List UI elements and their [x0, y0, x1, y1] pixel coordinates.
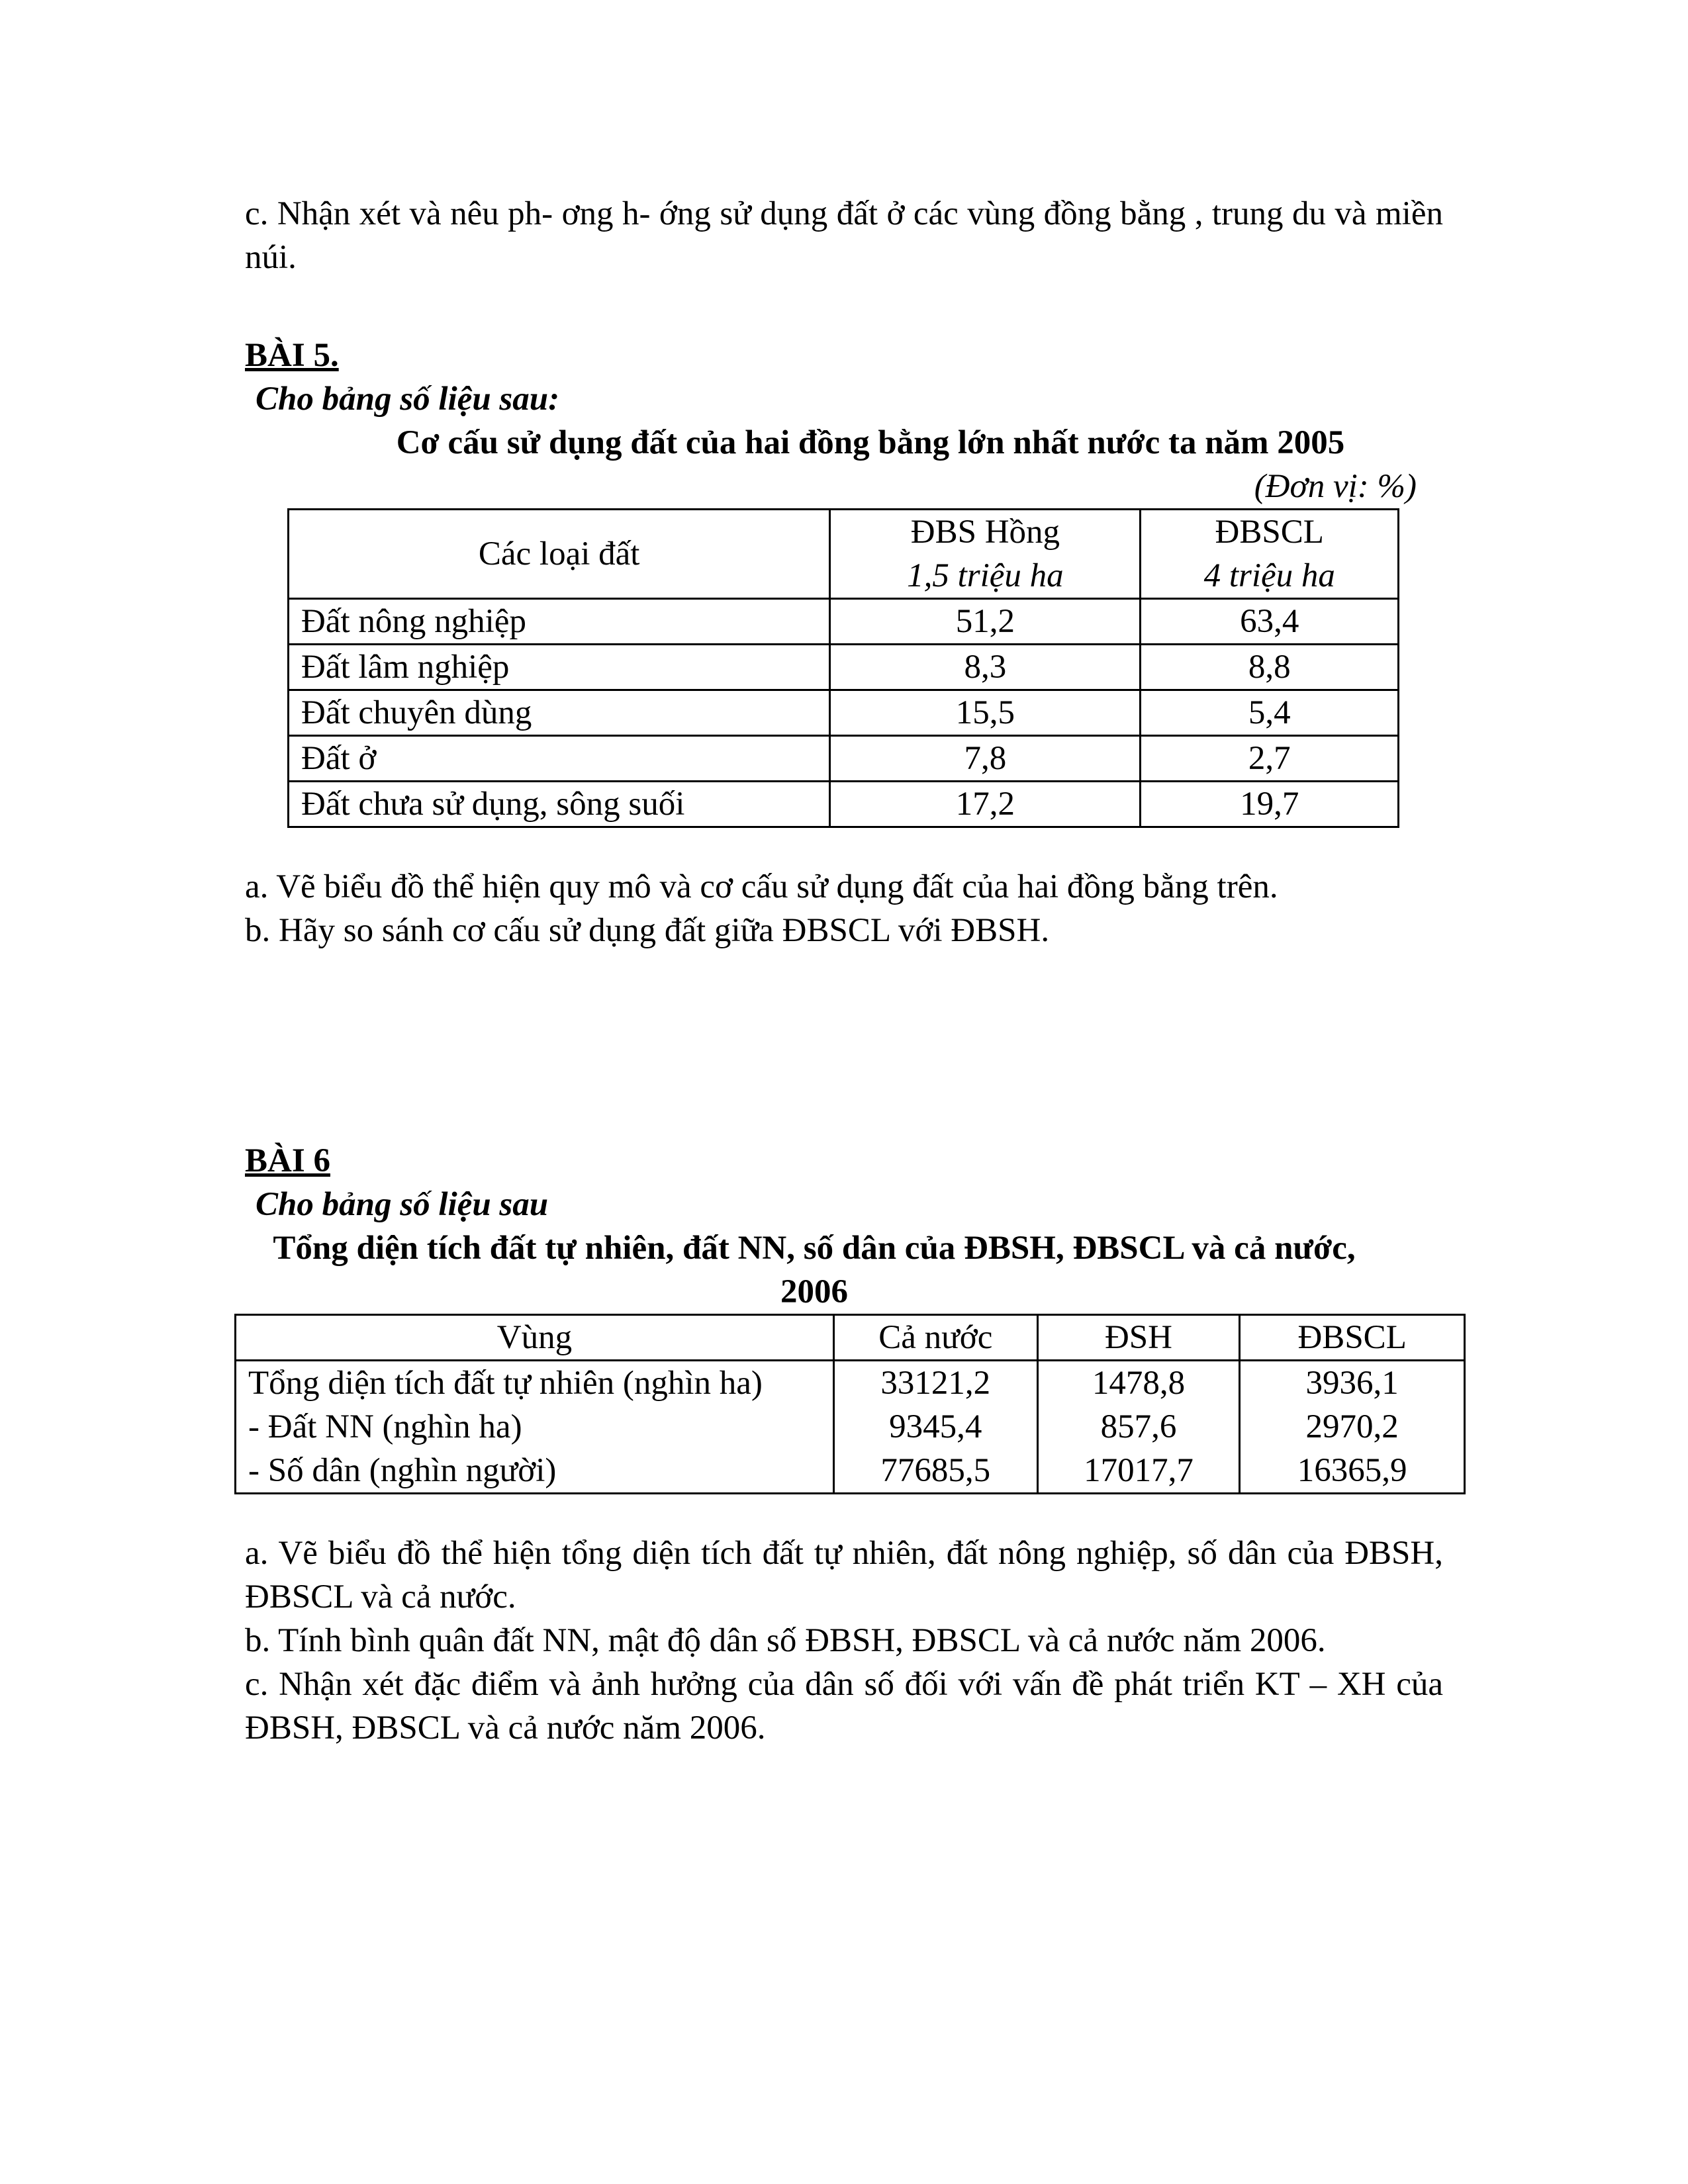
value-cell: 5,4 [1141, 690, 1399, 736]
value-cell: 63,4 [1141, 599, 1399, 645]
table-header-row [236, 1315, 1465, 1361]
header-cell: ĐBS Hồng 1,5 triệu ha [830, 510, 1141, 599]
table-row [289, 690, 1399, 736]
bai5-table [287, 508, 1399, 828]
bai5-question-a: a. Vẽ biểu đồ thể hiện quy mô và cơ cấu sử dụng đất của hai đồng bằng trên. [245, 868, 1278, 905]
bai5-unit: (Đơn vị: %) [1254, 468, 1417, 505]
value-cell: 9345,4 [889, 1408, 982, 1445]
bai5-title: Cơ cấu sử dụng đất của hai đồng bằng lớn nhất nước ta năm 2005 [396, 424, 1345, 461]
table-row [289, 599, 1399, 645]
header-cell: ĐSH [1037, 1315, 1240, 1361]
bai6-question-a: a. Vẽ biểu đồ thể hiện tổng diện tích đất tự nhiên, đất nông nghiệp, số dân của ĐBSH, ĐBSCL và cả nước. [245, 1535, 1443, 1615]
label-population: - Số dân (nghìn người) [248, 1452, 557, 1489]
value-cell: 16365,9 [1297, 1452, 1407, 1489]
value-cell: 2970,2 [1305, 1408, 1399, 1445]
bai6-table [234, 1314, 1466, 1494]
label-agri-land: - Đất NN (nghìn ha) [248, 1408, 522, 1445]
table-row [289, 645, 1399, 690]
table-header-row [289, 510, 1399, 599]
value-cell: 77685,5 [880, 1452, 991, 1489]
value-cell: 2,7 [1141, 736, 1399, 782]
row-label: Đất ở [289, 736, 830, 782]
bai6-heading: BÀI 6 [245, 1142, 330, 1179]
bai5-intro: Cho bảng số liệu sau: [256, 381, 560, 418]
bai5-heading: BÀI 5. [245, 337, 339, 374]
value-cell: 3936,1 [1305, 1365, 1399, 1402]
header-cell: ĐBSCL 4 triệu ha [1141, 510, 1399, 599]
header-cell: Các loại đất [289, 510, 830, 599]
value-cell: 17,2 [830, 782, 1141, 827]
table-row [289, 736, 1399, 782]
dbscl-values [1240, 1361, 1465, 1494]
canuoc-values [833, 1361, 1037, 1494]
header-cell: Vùng [236, 1315, 834, 1361]
bai5-question-b: b. Hãy so sánh cơ cấu sử dụng đất giữa ĐBSCL với ĐBSH. [245, 912, 1050, 949]
value-cell: 15,5 [830, 690, 1141, 736]
value-cell: 17017,7 [1084, 1452, 1194, 1489]
table-row [289, 782, 1399, 827]
value-cell: 8,8 [1141, 645, 1399, 690]
value-cell: 51,2 [830, 599, 1141, 645]
row-label: Đất chuyên dùng [289, 690, 830, 736]
value-cell: 33121,2 [880, 1365, 991, 1402]
value-cell: 19,7 [1141, 782, 1399, 827]
row-label: Đất lâm nghiệp [289, 645, 830, 690]
table-row [236, 1361, 1465, 1494]
dsh-values [1037, 1361, 1240, 1494]
value-cell: 857,6 [1100, 1408, 1177, 1445]
bai6-title: Tổng diện tích đất tự nhiên, đất NN, số dân của ĐBSH, ĐBSCL và cả nước, 2006 [273, 1230, 1356, 1310]
bai6-question-c: c. Nhận xét đặc điểm và ảnh hưởng của dân số đối với vấn đề phát triển KT – XH của ĐBSH, ĐBSCL và cả nước năm 2006. [245, 1666, 1443, 1747]
value-cell: 7,8 [830, 736, 1141, 782]
row-label: Đất nông nghiệp [289, 599, 830, 645]
header-cell: ĐBSCL [1240, 1315, 1465, 1361]
value-cell: 8,3 [830, 645, 1141, 690]
bai6-intro: Cho bảng số liệu sau [256, 1186, 549, 1223]
row-label: Đất chưa sử dụng, sông suối [289, 782, 830, 827]
document-page [245, 192, 1443, 1750]
value-cell: 1478,8 [1092, 1365, 1186, 1402]
header-cell: Cả nước [833, 1315, 1037, 1361]
bai6-question-b: b. Tính bình quân đất NN, mật độ dân số ĐBSH, ĐBSCL và cả nước năm 2006. [245, 1622, 1326, 1659]
intro-question-c: c. Nhận xét và nêu ph- ơng h- ớng sử dụng đất ở các vùng đồng bằng , trung du và miền núi. [245, 195, 1443, 276]
row-labels [236, 1361, 834, 1494]
label-land-area: Tổng diện tích đất tự nhiên (nghìn ha) [248, 1365, 763, 1402]
